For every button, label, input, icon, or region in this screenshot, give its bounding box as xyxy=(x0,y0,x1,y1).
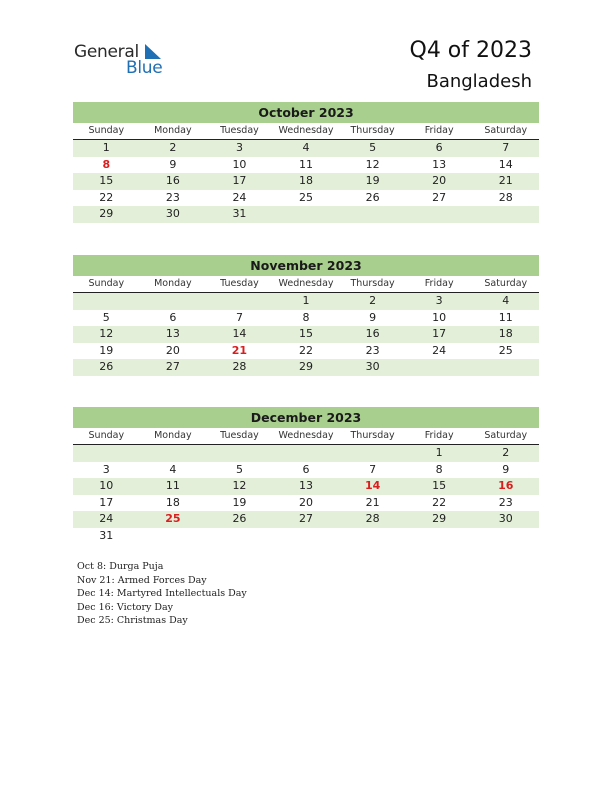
day-cell: 23 xyxy=(165,190,180,204)
weekday-label: Wednesday xyxy=(278,125,334,136)
day-cell: 11 xyxy=(165,479,180,492)
day-cell: 20 xyxy=(165,343,180,357)
day-cell: 25 xyxy=(498,343,513,357)
day-cell: 14 xyxy=(364,479,381,492)
week-row xyxy=(73,326,539,343)
weekday-label: Saturday xyxy=(484,430,528,441)
holiday-note: Dec 14: Martyred Intellectuals Day xyxy=(77,588,247,600)
day-cell: 9 xyxy=(502,462,510,476)
day-cell: 3 xyxy=(102,462,110,476)
week-row xyxy=(73,462,539,479)
month-calendar xyxy=(73,407,539,544)
day-cell: 2 xyxy=(502,446,510,459)
holiday-note: Nov 21: Armed Forces Day xyxy=(77,574,207,586)
week-row xyxy=(73,528,539,545)
day-cell: 18 xyxy=(498,327,513,340)
day-cell: 16 xyxy=(498,479,514,492)
day-cell: 17 xyxy=(432,327,447,340)
week-row xyxy=(73,206,539,223)
day-cell: 26 xyxy=(99,360,114,373)
day-cell: 1 xyxy=(102,141,110,154)
month-title: October 2023 xyxy=(73,102,539,123)
day-cell: 17 xyxy=(99,495,114,509)
day-cell: 10 xyxy=(432,310,447,324)
day-cell: 1 xyxy=(302,294,310,307)
day-cell: 31 xyxy=(232,207,247,220)
weekday-label: Sunday xyxy=(88,278,125,289)
day-cell xyxy=(406,359,473,376)
country-name: Bangladesh xyxy=(426,71,532,92)
day-cell: 13 xyxy=(299,479,314,492)
day-cell: 24 xyxy=(99,512,114,525)
day-cell: 5 xyxy=(235,462,243,476)
weekday-header-row xyxy=(73,428,539,445)
day-cell: 10 xyxy=(99,479,114,492)
day-cell: 6 xyxy=(302,462,310,476)
week-row xyxy=(73,511,539,528)
week-row xyxy=(73,359,539,376)
day-cell: 12 xyxy=(99,327,114,340)
weekday-label: Tuesday xyxy=(220,278,259,289)
week-row xyxy=(73,445,539,462)
day-cell: 6 xyxy=(435,141,443,154)
day-cell: 20 xyxy=(432,174,447,187)
day-cell: 28 xyxy=(232,360,247,373)
week-row xyxy=(73,190,539,207)
weekday-label: Tuesday xyxy=(220,430,259,441)
day-cell: 18 xyxy=(299,174,314,187)
weekday-label: Thursday xyxy=(350,430,395,441)
day-cell: 21 xyxy=(365,495,380,509)
day-cell xyxy=(206,445,273,462)
week-row xyxy=(73,157,539,174)
weekday-label: Sunday xyxy=(88,125,125,136)
day-cell: 29 xyxy=(99,207,114,220)
day-cell: 13 xyxy=(165,327,180,340)
holiday-note: Dec 16: Victory Day xyxy=(77,601,174,613)
day-cell xyxy=(140,528,207,545)
day-cell: 14 xyxy=(498,157,513,171)
day-cell: 11 xyxy=(498,310,513,324)
day-cell: 21 xyxy=(231,343,248,357)
day-cell: 16 xyxy=(165,174,180,187)
day-cell xyxy=(406,206,473,223)
day-cell: 30 xyxy=(498,512,513,525)
weekday-header-row xyxy=(73,123,539,140)
day-cell: 7 xyxy=(502,141,510,154)
day-cell: 10 xyxy=(232,157,247,171)
day-cell: 3 xyxy=(435,294,443,307)
weekday-header-row xyxy=(73,276,539,293)
day-cell: 23 xyxy=(498,495,513,509)
weekday-label: Friday xyxy=(424,430,454,441)
week-row xyxy=(73,173,539,190)
month-calendar xyxy=(73,102,539,223)
day-cell xyxy=(73,445,140,462)
day-cell: 27 xyxy=(299,512,314,525)
day-cell: 7 xyxy=(369,462,377,476)
day-cell: 12 xyxy=(232,479,247,492)
weekday-label: Sunday xyxy=(88,430,125,441)
day-cell: 27 xyxy=(165,360,180,373)
day-cell: 1 xyxy=(435,446,443,459)
day-cell: 8 xyxy=(435,462,443,476)
day-cell xyxy=(140,445,207,462)
holiday-notes xyxy=(77,560,247,628)
day-cell xyxy=(472,359,539,376)
month-title: November 2023 xyxy=(73,255,539,276)
generalblue-logo xyxy=(74,42,174,78)
day-cell: 23 xyxy=(365,343,380,357)
month-title: December 2023 xyxy=(73,407,539,428)
holiday-note: Dec 25: Christmas Day xyxy=(77,615,188,627)
day-cell: 19 xyxy=(99,343,114,357)
day-cell: 26 xyxy=(232,512,247,525)
week-row xyxy=(73,478,539,495)
day-cell: 28 xyxy=(498,190,513,204)
day-cell xyxy=(472,206,539,223)
week-row xyxy=(73,495,539,512)
day-cell: 15 xyxy=(99,174,114,187)
day-cell: 24 xyxy=(432,343,447,357)
day-cell: 4 xyxy=(502,294,510,307)
day-cell: 8 xyxy=(102,157,111,171)
week-row xyxy=(73,293,539,310)
logo-word-general: General xyxy=(74,42,139,62)
weekday-label: Wednesday xyxy=(278,430,334,441)
day-cell: 4 xyxy=(302,141,310,154)
day-cell: 28 xyxy=(365,512,380,525)
day-cell xyxy=(339,528,406,545)
day-cell: 25 xyxy=(299,190,314,204)
day-cell: 27 xyxy=(432,190,447,204)
weekday-label: Thursday xyxy=(350,278,395,289)
day-cell: 20 xyxy=(299,495,314,509)
day-cell: 25 xyxy=(165,512,181,525)
day-cell: 6 xyxy=(169,310,177,324)
weekday-label: Monday xyxy=(154,125,192,136)
day-cell: 9 xyxy=(169,157,177,171)
weekday-label: Friday xyxy=(424,278,454,289)
day-cell: 15 xyxy=(432,479,447,492)
page-title: Q4 of 2023 xyxy=(409,38,532,63)
day-cell: 29 xyxy=(432,512,447,525)
day-cell: 30 xyxy=(365,360,380,373)
day-cell: 30 xyxy=(165,207,180,220)
weekday-label: Monday xyxy=(154,430,192,441)
day-cell: 14 xyxy=(232,327,247,340)
holiday-note: Oct 8: Durga Puja xyxy=(77,561,164,572)
day-cell xyxy=(339,206,406,223)
day-cell: 4 xyxy=(169,462,177,476)
day-cell xyxy=(206,528,273,545)
day-cell xyxy=(273,528,340,545)
month-calendar xyxy=(73,255,539,376)
week-row xyxy=(73,310,539,327)
day-cell: 26 xyxy=(365,190,380,204)
weekday-label: Thursday xyxy=(350,125,395,136)
day-cell: 19 xyxy=(365,174,380,187)
day-cell xyxy=(472,528,539,545)
day-cell: 8 xyxy=(302,310,310,324)
day-cell: 11 xyxy=(299,157,314,171)
day-cell: 2 xyxy=(369,294,377,307)
weekday-label: Saturday xyxy=(484,125,528,136)
day-cell: 22 xyxy=(432,495,447,509)
day-cell: 22 xyxy=(299,343,314,357)
day-cell: 16 xyxy=(365,327,380,340)
day-cell: 21 xyxy=(498,174,513,187)
day-cell: 5 xyxy=(369,141,377,154)
day-cell xyxy=(273,206,340,223)
weekday-label: Tuesday xyxy=(220,125,259,136)
day-cell: 31 xyxy=(99,528,114,542)
day-cell: 18 xyxy=(165,495,180,509)
day-cell: 24 xyxy=(232,190,247,204)
day-cell xyxy=(73,293,140,310)
day-cell xyxy=(140,293,207,310)
day-cell: 29 xyxy=(299,360,314,373)
week-row xyxy=(73,140,539,157)
weekday-label: Wednesday xyxy=(278,278,334,289)
week-row xyxy=(73,343,539,360)
day-cell: 22 xyxy=(99,190,114,204)
day-cell: 2 xyxy=(169,141,177,154)
weekday-label: Monday xyxy=(154,278,192,289)
day-cell xyxy=(273,445,340,462)
day-cell: 12 xyxy=(365,157,380,171)
day-cell xyxy=(406,528,473,545)
day-cell: 5 xyxy=(102,310,110,324)
weekday-label: Friday xyxy=(424,125,454,136)
day-cell xyxy=(339,445,406,462)
day-cell: 13 xyxy=(432,157,447,171)
day-cell: 15 xyxy=(299,327,314,340)
weekday-label: Saturday xyxy=(484,278,528,289)
day-cell: 3 xyxy=(235,141,243,154)
day-cell: 9 xyxy=(369,310,377,324)
day-cell: 7 xyxy=(235,310,243,324)
day-cell: 17 xyxy=(232,174,247,187)
day-cell xyxy=(206,293,273,310)
logo-word-blue: Blue xyxy=(126,58,163,78)
day-cell: 19 xyxy=(232,495,247,509)
